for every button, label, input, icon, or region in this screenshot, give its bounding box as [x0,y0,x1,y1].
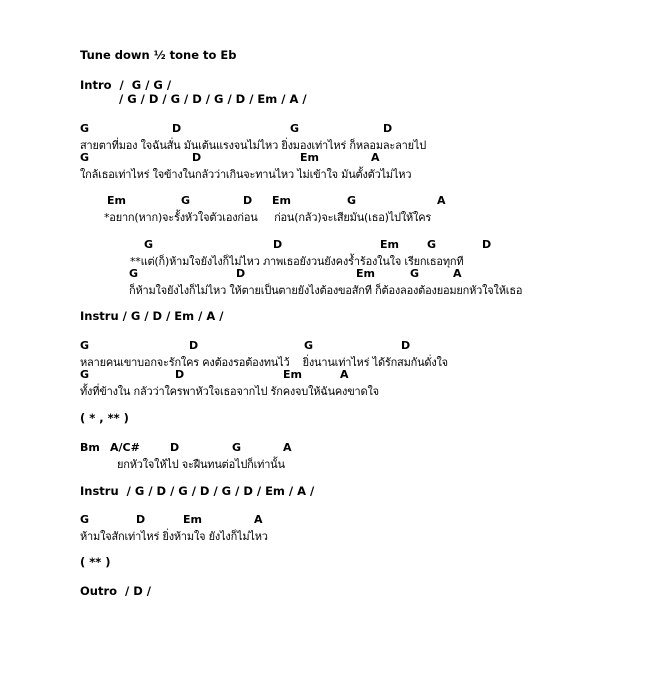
chord-label: G [304,339,314,352]
chord-label: G [129,267,139,280]
intro-line-2: / G / D / G / D / G / D / Em / A / [119,92,307,106]
chord-label: A/C# [110,441,140,454]
repeat-marker-2: ( ** ) [80,555,111,569]
chord-label: D [170,441,180,454]
chord-label: Em [283,368,302,381]
chord-label: A [437,194,446,207]
chord-label: D [136,513,146,526]
lyric-line: ยกหัวใจให้ไป จะฝืนทนต่อไปก็เท่านั้น [117,458,285,471]
tuning-note: Tune down ½ tone to Eb [80,48,237,62]
chord-label: Em [300,151,319,164]
chord-label: D [175,368,185,381]
lyric-line: *อยาก(หาก)จะรั้งหัวใจตัวเองก่อน ก่อน(กลัว)จะเสียมัน(เธอ)ไปให้ใคร [104,211,432,224]
chord-label: D [243,194,253,207]
chord-label: D [273,238,283,251]
chord-label: G [80,339,90,352]
repeat-marker-1: ( * , ** ) [80,411,129,425]
chord-label: A [283,441,292,454]
chord-label: D [482,238,492,251]
chord-label: D [401,339,411,352]
lyric-line: **แต่(ก็)ห้ามใจยังไงก็ไม่ไหว ภาพเธอยังวนยังคงร้ำร้องในใจ เรียกเธอทุกที [130,255,464,268]
lyric-line: ก็ห้ามใจยังไงก็ไม่ไหว ให้ตายเป็นตายยังไงต้องขอสักที ก็ต้องลองต้องยอมยกหัวใจให้เธอ [129,284,523,297]
chord-label: Em [380,238,399,251]
chord-label: D [383,122,393,135]
lyric-line: ห้ามใจสักเท่าไหร่ ยิ่งห้ามใจ ยังไงก็ไม่ไหว [80,530,268,543]
lyric-line: ทั้งที่ข้างใน กลัวว่าใครพาหัวใจเธอจากไป รักคงจบให้ฉันคงขาดใจ [80,385,379,398]
chord-label: A [340,368,349,381]
chord-label: Em [356,267,375,280]
chord-label: D [172,122,182,135]
intro-line-1: Intro / G / G / [80,78,172,92]
lyric-line: สายตาที่มอง ใจฉันสั่น มันเต้นแรงจนไม่ไหว ยิ่งมองเท่าไหร่ ก็หลอมละลายไป [80,139,427,152]
chord-label: D [192,151,202,164]
chord-label: G [144,238,154,251]
chord-label: G [80,122,90,135]
chord-label: G [410,267,420,280]
instrumental-2: Instru / G / D / G / D / G / D / Em / A / [80,484,315,498]
chord-label: D [236,267,246,280]
lyric-line: ใกล้เธอเท่าไหร่ ใจข้างในกลัวว่าเกินจะทานไหว ไม่เข้าใจ มันตั้งตัวไม่ไหว [80,168,412,181]
chord-label: Em [272,194,291,207]
chord-label: D [189,339,199,352]
instrumental-1: Instru / G / D / Em / A / [80,309,224,323]
chord-label: G [80,513,90,526]
chord-label: G [80,151,90,164]
chord-label: G [181,194,191,207]
chord-label: G [290,122,300,135]
outro-line: Outro / D / [80,584,151,598]
chord-label: Em [107,194,126,207]
chord-label: A [453,267,462,280]
chord-label: G [232,441,242,454]
chord-label: Em [183,513,202,526]
chord-label: G [427,238,437,251]
chord-label: A [371,151,380,164]
chord-label: Bm [80,441,100,454]
chord-label: G [80,368,90,381]
chord-label: A [254,513,263,526]
chord-label: G [347,194,357,207]
lyric-line: หลายคนเขาบอกจะรักใคร คงต้องรอต้องทนไว้ ยิ่งนานเท่าไหร่ ได้รักสมกันดั่งใจ [80,356,448,369]
